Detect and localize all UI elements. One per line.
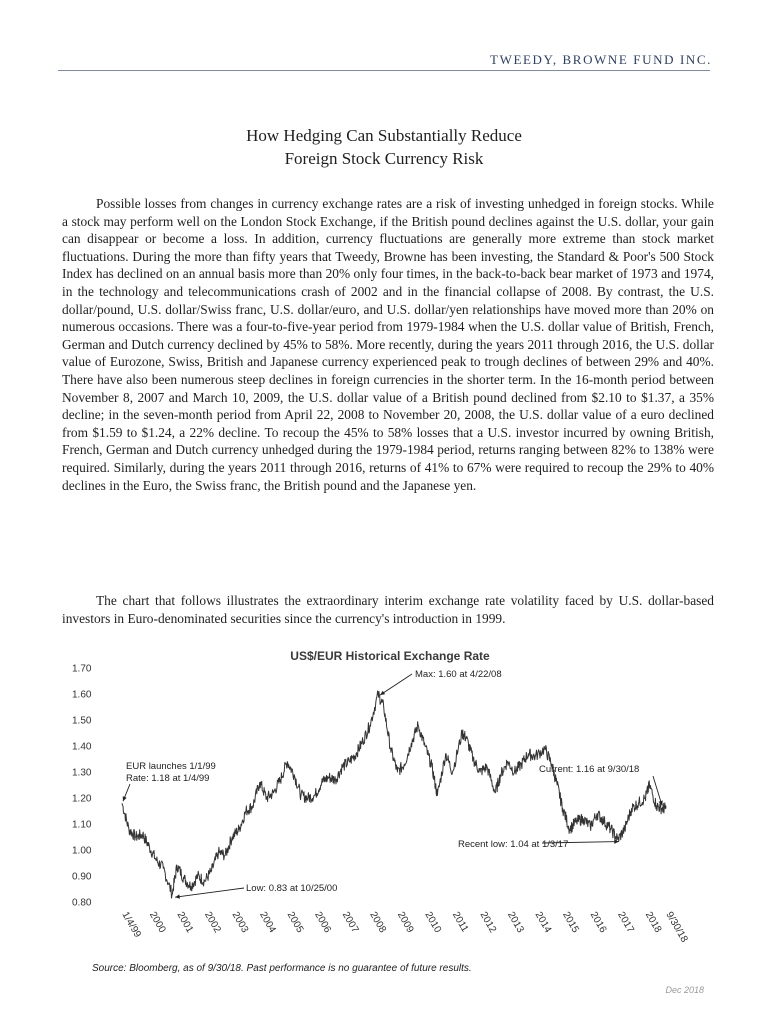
annotation-arrowhead: [175, 894, 180, 898]
chart-svg: [60, 640, 720, 960]
annotation-arrowhead: [380, 691, 385, 695]
annotation-arrow: [175, 888, 244, 897]
body-paragraph-1: Possible losses from changes in currency exchange rates are a risk of investing unhedged in foreign stocks. While a stock may perform well on the London Stock Exchange, if the British pound declines against the U.S. dollar, your gain can disappear or become a loss. In addition, currency fluctuations are generally more extreme than stock market fluctuations. During the more than fifty years that Tweedy, Browne has been investing, the Standard & Poor's 500 Stock Index has declined on an annual basis more than 20% only four times, in the back-to-back bear market of 1973 and 1974, in the technology and telecommunications crash of 2002 and in the financial collapse of 2008. By contrast, the U.S. dollar/pound, U.S. dollar/Swiss franc, U.S. dollar/euro, and U.S. dollar/yen relationships have moved more than 20% on numerous occasions. There was a four-to-five-year period from 1979-1984 when the U.S. dollar value of British, French, German and Dutch currency declined by 45% to 58%. More recently, during the years 2011 through 2016, the U.S. dollar value of Eurozone, Swiss, British and Japanese currency experienced peak to trough declines of between 29% and 40%. There have also been numerous steep declines in foreign currencies in the shorter term. In the 16-month period between November 8, 2007 and March 10, 2009, the U.S. dollar value of a British pound declined from $2.10 to $1.37, a 35% decline; in the seven-month period from April 22, 2008 to November 20, 2008, the U.S. dollar value of a euro declined from $1.59 to $1.24, a 22% decline. To recoup the 45% to 58% losses that a U.S. investor incurred by owning British, French, German and Dutch currency unhedged during the 1979-1984 period, returns ranging between 82% to 138% were required. Similarly, during the years 2011 through 2016, returns of 41% to 67% were required to recoup the 29% to 40% declines in the Euro, the Swiss franc, the British pound and the Japanese yen.: [62, 196, 714, 493]
x-tick-label: 2009: [394, 910, 416, 935]
x-tick-label: 2003: [229, 910, 251, 935]
x-tick-label: 2013: [505, 910, 526, 935]
x-tick-label: 2008: [367, 910, 388, 935]
x-tick-label: 1/4/99: [119, 910, 143, 940]
x-tick-label: 2018: [642, 910, 664, 935]
annotations-group: [123, 669, 663, 899]
annotation-arrow: [653, 776, 662, 805]
annotation-label: EUR launches 1/1/99: [126, 761, 216, 772]
source-note: Source: Bloomberg, as of 9/30/18. Past performance is no guarantee of future results.: [92, 963, 472, 974]
footer-date: Dec 2018: [665, 985, 704, 995]
x-tick-label: 2004: [257, 910, 278, 935]
x-tick-label: 2007: [339, 910, 361, 935]
annotation-label: Low: 0.83 at 10/25/00: [246, 883, 338, 894]
document-title: [0, 124, 768, 170]
title-line-2: Foreign Stock Currency Risk: [284, 149, 484, 168]
x-tick-label: 2006: [312, 910, 333, 935]
y-tick-label: 1.60: [72, 689, 92, 701]
annotation-arrow: [380, 674, 412, 695]
y-tick-label: 1.00: [72, 845, 92, 857]
exchange-rate-line: [122, 691, 666, 898]
y-tick-label: 1.30: [72, 767, 92, 779]
exchange-rate-chart: [60, 640, 720, 960]
chart-title: US$/EUR Historical Exchange Rate: [290, 649, 490, 663]
x-tick-label: 9/30/18: [663, 910, 690, 945]
y-tick-label: 1.70: [72, 663, 92, 675]
fund-name-header: TWEEDY, BROWNE FUND INC.: [490, 52, 712, 67]
x-tick-label: 2005: [284, 910, 306, 935]
x-tick-label: 2011: [449, 910, 471, 935]
header-divider: [58, 70, 710, 71]
title-line-1: How Hedging Can Substantially Reduce: [246, 126, 522, 145]
x-tick-label: 2014: [532, 910, 554, 935]
y-tick-label: 0.80: [72, 897, 92, 909]
x-axis: [119, 910, 689, 945]
series-group: [122, 691, 666, 898]
x-tick-label: 2000: [146, 910, 168, 935]
annotation-label: Max: 1.60 at 4/22/08: [415, 669, 502, 680]
annotation-label: Recent low: 1.04 at 1/3/17: [458, 839, 569, 850]
y-tick-label: 1.20: [72, 793, 92, 805]
x-tick-label: 2001: [174, 910, 196, 935]
y-tick-label: 1.50: [72, 715, 92, 727]
body-paragraph-2: The chart that follows illustrates the extraordinary interim exchange rate volatility faced by U.S. dollar-based investors in Euro-denominated securities since the currency's introduction in 1999.: [62, 593, 714, 626]
annotation-label: Current: 1.16 at 9/30/18: [539, 764, 640, 775]
x-tick-label: 2017: [615, 910, 636, 935]
y-axis: [72, 664, 92, 909]
annotation-label: Rate: 1.18 at 1/4/99: [126, 773, 210, 784]
y-tick-label: 0.90: [72, 871, 92, 883]
x-tick-label: 2002: [202, 910, 223, 935]
y-tick-label: 1.10: [72, 819, 92, 831]
x-tick-label: 2015: [560, 910, 581, 935]
x-tick-label: 2010: [422, 910, 444, 935]
x-tick-label: 2016: [587, 910, 609, 935]
x-tick-label: 2012: [477, 910, 499, 935]
y-tick-label: 1.40: [72, 741, 92, 753]
